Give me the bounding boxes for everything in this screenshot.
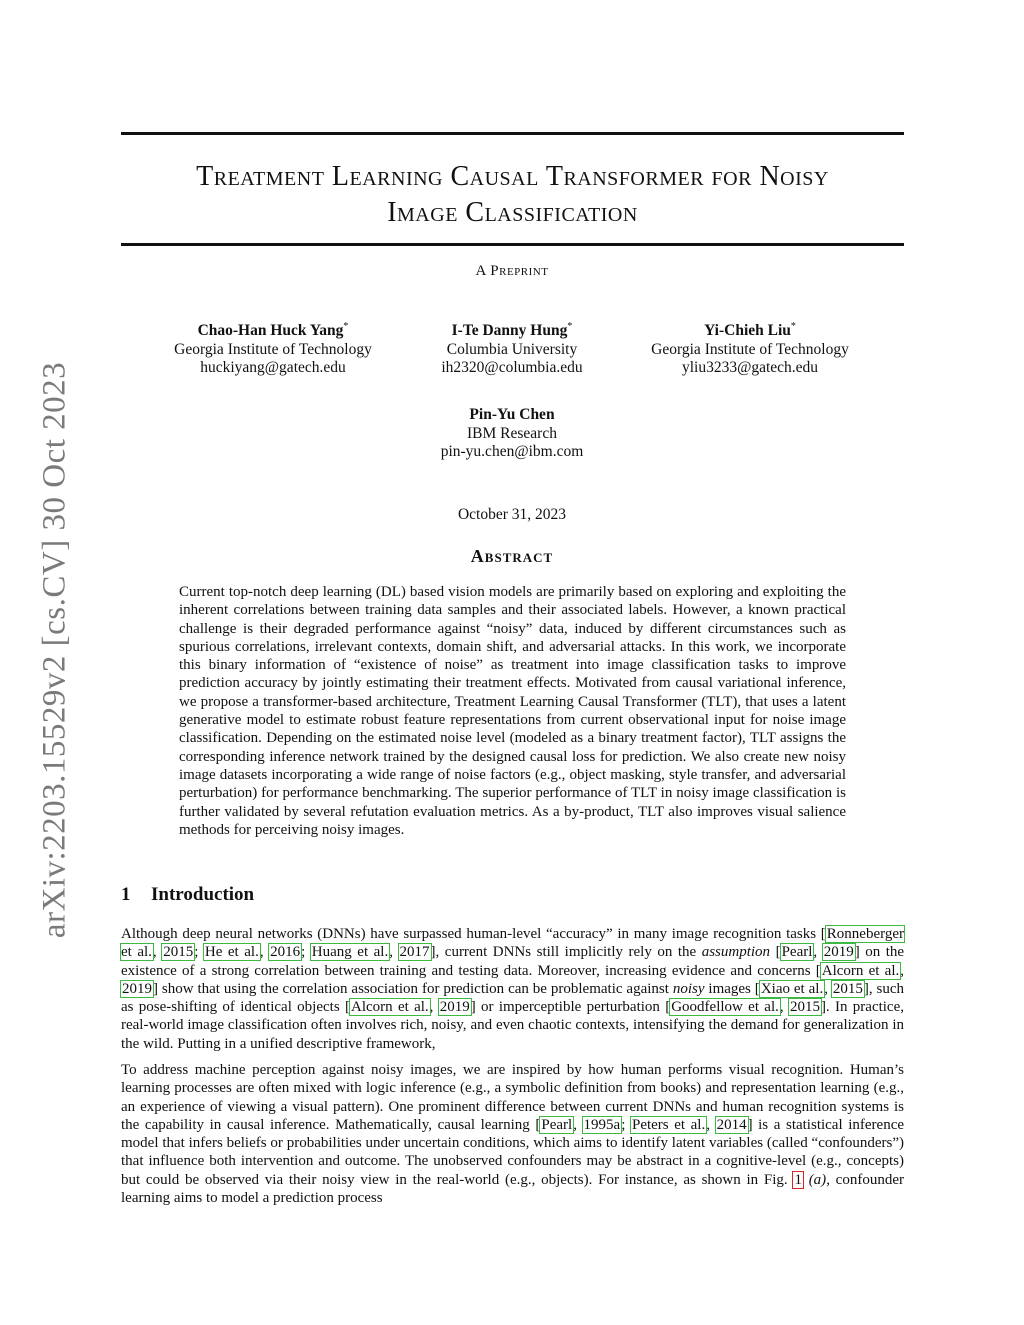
text-run: ;	[301, 944, 311, 961]
citation-link[interactable]: Alcorn et al.	[350, 999, 429, 1016]
citation-link[interactable]: 2019	[122, 980, 152, 997]
preprint-label: A Preprint	[475, 263, 549, 279]
author-name-text: I-Te Danny Hung	[451, 322, 568, 340]
text-run: ,	[900, 962, 904, 979]
citation-link[interactable]: 2014	[716, 1116, 747, 1133]
abstract-heading: Abstract	[470, 546, 554, 566]
author-name-text: Yi-Chieh Liu	[704, 322, 791, 340]
citation-link[interactable]: He et al.	[204, 944, 259, 961]
author-block	[143, 318, 403, 378]
citation-link[interactable]: Pearl	[541, 1116, 573, 1133]
text-run: ,	[429, 999, 439, 1016]
citation-link[interactable]: Alcorn et al.	[821, 962, 900, 979]
text-run: Although deep neural networks (DNNs) have surpassed human-level “accuracy” in many image recognition tasks [	[121, 926, 826, 942]
paper-title-line-1	[121, 160, 904, 194]
citation-link[interactable]: Goodfellow et al.	[671, 999, 779, 1016]
citation-link[interactable]: 2017	[399, 944, 430, 961]
author-affiliation: IBM Research	[467, 424, 557, 442]
text-run: images [	[704, 980, 760, 997]
author-block	[620, 318, 880, 378]
author-block	[382, 402, 642, 462]
citation-link[interactable]: 2015	[789, 999, 820, 1016]
intro-paragraph-1	[121, 925, 904, 1053]
text-run: ,	[813, 944, 823, 961]
text-run: ] is a statistical inference model that infers beliefs or probabilities under uncertain conditions, which aims to identify latent variables (called “confounders”) that influence both intervention and outcome. The unobserved confounders may be abstract in a cognitive-level (e.g., concepts) but could be observed via their noisy view in the real-world (e.g., objects). For instance, as shown in Fig.	[121, 1116, 905, 1188]
text-run: ,	[779, 999, 789, 1016]
text-run: ,	[389, 944, 399, 961]
citation-link[interactable]: Ronneberger et al.	[121, 926, 904, 961]
author-name-text: Chao-Han Huck Yang	[197, 322, 344, 340]
text-run: [	[770, 944, 781, 961]
figure-ref-link[interactable]: 1	[794, 1171, 802, 1188]
text-run: ,	[259, 944, 270, 961]
author-name-text: Pin-Yu Chen	[469, 406, 555, 424]
author-name	[382, 318, 642, 341]
citation-link[interactable]: 2015	[163, 944, 194, 961]
citation-link[interactable]: 2019	[439, 999, 470, 1016]
abstract-text: Current top-notch deep learning (DL) based vision models are primarily based on exploring and exploiting the inherent correlations between training data samples and their associated labels. However, a known practical challenge is their degraded performance against “noisy” data, induced by different circumstances such as spurious correlations, irrelevant contexts, domain shift, and adversarial attacks. In this work, we incorporate this binary information of “existence of noise” as treatment into image classification tasks to improve prediction accuracy by jointly estimating their treatment effects. Motivated from causal variational inference, we propose a transformer-based architecture, Treatment Learning Causal Transformer (TLT), that uses a latent generative model to estimate robust feature representations from current observational input for noise image classification. Depending on the estimated noise level (modeled as a binary treatment factor), TLT assigns the corresponding inference network trained by the designed causal loss for prediction. We also create new noisy image datasets incorporating a wide range of noise factors (e.g., object masking, style transfer, and adversarial perturbation) for performance benchmarking. The superior performance of TLT in noisy image classification is further validated by several refutation evaluation metrics. As a by-product, TLT also improves visual salience methods for perceiving noisy images.	[179, 584, 846, 838]
author-block	[382, 318, 642, 378]
author-email[interactable]: yliu3233@gatech.edu	[681, 359, 819, 377]
emphasis-text: (a)	[808, 1171, 827, 1188]
section-title: Introduction	[151, 884, 255, 905]
author-email[interactable]: huckiyang@gatech.edu	[200, 359, 346, 377]
citation-link[interactable]: Huang et al.	[311, 944, 389, 961]
citation-link[interactable]: 1995a	[583, 1116, 621, 1133]
author-name	[143, 318, 403, 341]
author-affiliation: Georgia Institute of Technology	[174, 340, 372, 358]
arxiv-stamp: arXiv:2203.15529v2 [cs.CV] 30 Oct 2023	[36, 361, 73, 939]
author-name	[620, 318, 880, 341]
text-run: ,	[152, 944, 163, 961]
citation-link[interactable]: 2015	[832, 980, 863, 997]
text-run: ], current DNNs still implicitly rely on the	[430, 944, 702, 961]
author-name	[382, 402, 642, 425]
paper-title-line-2	[121, 196, 904, 230]
text-run: ;	[621, 1116, 631, 1133]
citation-link[interactable]: Peters et al.	[631, 1116, 706, 1133]
section-heading	[121, 884, 254, 906]
text-run: ] on the existence of a strong correlation between training and testing data. Moreover, increasing evidence and concerns [	[121, 944, 905, 979]
text-run: ,	[573, 1116, 583, 1133]
equal-contribution-mark: *	[790, 321, 796, 332]
paper-title-text-2: Image Classification	[387, 197, 638, 228]
text-run: ,	[824, 980, 832, 997]
text-run: To address machine perception against noisy images, we are inspired by how human performs visual recognition. Human’s learning processes are often mixed with logic inference (e.g., a symbolic definition from books) and representation learning (e.g., an experience of viewing a visual pattern). One prominent difference between current DNNs and human recognition systems is the capability in causal inference. Mathematically, causal learning [	[121, 1062, 904, 1133]
author-email[interactable]: pin-yu.chen@ibm.com	[440, 443, 584, 461]
author-email[interactable]: ih2320@columbia.edu	[441, 359, 583, 377]
citation-link[interactable]: Pearl	[781, 944, 813, 961]
title-rule-bottom	[121, 243, 904, 246]
author-affiliation: Georgia Institute of Technology	[651, 340, 849, 358]
text-run: ] show that using the correlation association for prediction can be problematic against	[153, 980, 673, 997]
section-number: 1	[121, 884, 131, 905]
text-run: ,	[706, 1116, 716, 1133]
text-run: ] or imperceptible perturbation [	[470, 999, 671, 1016]
emphasis-text: assumption	[701, 944, 771, 961]
title-rule-top	[121, 132, 904, 135]
citation-link[interactable]: 2016	[270, 944, 301, 961]
intro-paragraph-2	[121, 1061, 904, 1207]
text-run: ], such as pose-shifting of identical objects [	[121, 980, 905, 1016]
text-run: ]. In practice, real-world image classification often involves rich, noisy, and even chaotic contexts, intensifying the demand for generalization in the wild. Putting in a unified descriptive framework,	[121, 999, 905, 1052]
author-affiliation: Columbia University	[446, 340, 578, 358]
emphasis-text: noisy	[672, 980, 705, 997]
equal-contribution-mark: *	[343, 321, 349, 332]
equal-contribution-mark: *	[567, 321, 573, 332]
paper-date: October 31, 2023	[457, 506, 567, 523]
citation-link[interactable]: Xiao et al.	[760, 980, 824, 997]
citation-link[interactable]: 2019	[823, 944, 854, 961]
text-run: , confounder learning aims to model a prediction process	[121, 1171, 904, 1207]
text-run: ;	[194, 944, 204, 961]
paper-title-text-1: Treatment Learning Causal Transformer for Noisy	[196, 161, 829, 192]
